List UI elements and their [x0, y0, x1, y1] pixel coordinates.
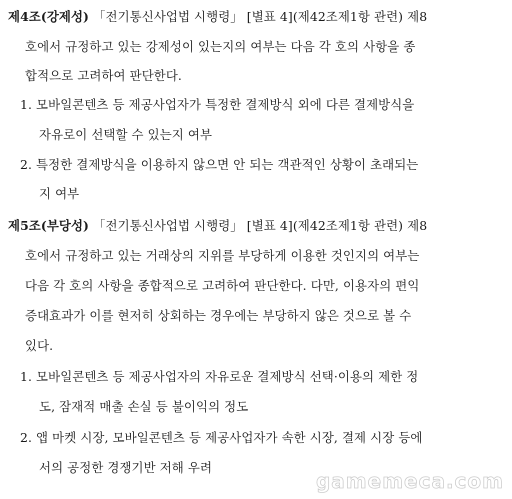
article5-intro-line4: 증대효과가 이를 현저히 상회하는 경우에는 부당하지 않은 것으로 볼 수	[25, 308, 412, 323]
article4-intro-line3: 합적으로 고려하여 판단한다.	[25, 68, 182, 83]
article5-item1-line2: 도, 잠재적 매출 손실 등 불이익의 정도	[39, 399, 249, 414]
article4-item1-line2: 자유로이 선택할 수 있는지 여부	[39, 127, 213, 142]
article5-heading: 제5조(부당성)	[8, 218, 89, 233]
article5-first-line	[8, 218, 427, 234]
article4-item2-line1: 2. 특정한 결제방식을 이용하지 않으면 안 되는 객관적인 상황이 초래되는	[20, 157, 419, 172]
article5-intro-line1: 「전기통신사업법 시행령」 [별표 4](제42조제1항 관련) 제8	[93, 218, 428, 233]
article5-item2-line2: 서의 공정한 경쟁기반 저해 우려	[39, 460, 213, 475]
article4-heading: 제4조(강제성)	[8, 9, 89, 24]
article4-item1-line1: 1. 모바일콘텐츠 등 제공사업자가 특정한 결제방식 외에 다른 결제방식을	[20, 97, 415, 112]
article5-item1-line1: 1. 모바일콘텐츠 등 제공사업자의 자유로운 결제방식 선택·이용의 제한 정	[20, 369, 419, 384]
article4-first-line	[8, 9, 427, 25]
article5-intro-line2: 호에서 규정하고 있는 거래상의 지위를 부당하게 이용한 것인지의 여부는	[25, 248, 420, 263]
article4-intro-line2: 호에서 규정하고 있는 강제성이 있는지의 여부는 다음 각 호의 사항을 종	[25, 39, 416, 54]
watermark-logo: gamemeca.com	[315, 469, 504, 493]
article5-intro-line3: 다음 각 호의 사항을 종합적으로 고려하여 판단한다. 다만, 이용자의 편익	[25, 278, 420, 293]
article5-item2-line1: 2. 앱 마켓 시장, 모바일콘텐츠 등 제공사업자가 속한 시장, 결제 시장 등에	[20, 430, 423, 445]
article5-intro-line5: 있다.	[25, 338, 54, 353]
article4-item2-line2: 지 여부	[39, 186, 80, 201]
article4-intro-line1: 「전기통신사업법 시행령」 [별표 4](제42조제1항 관련) 제8	[93, 9, 428, 24]
